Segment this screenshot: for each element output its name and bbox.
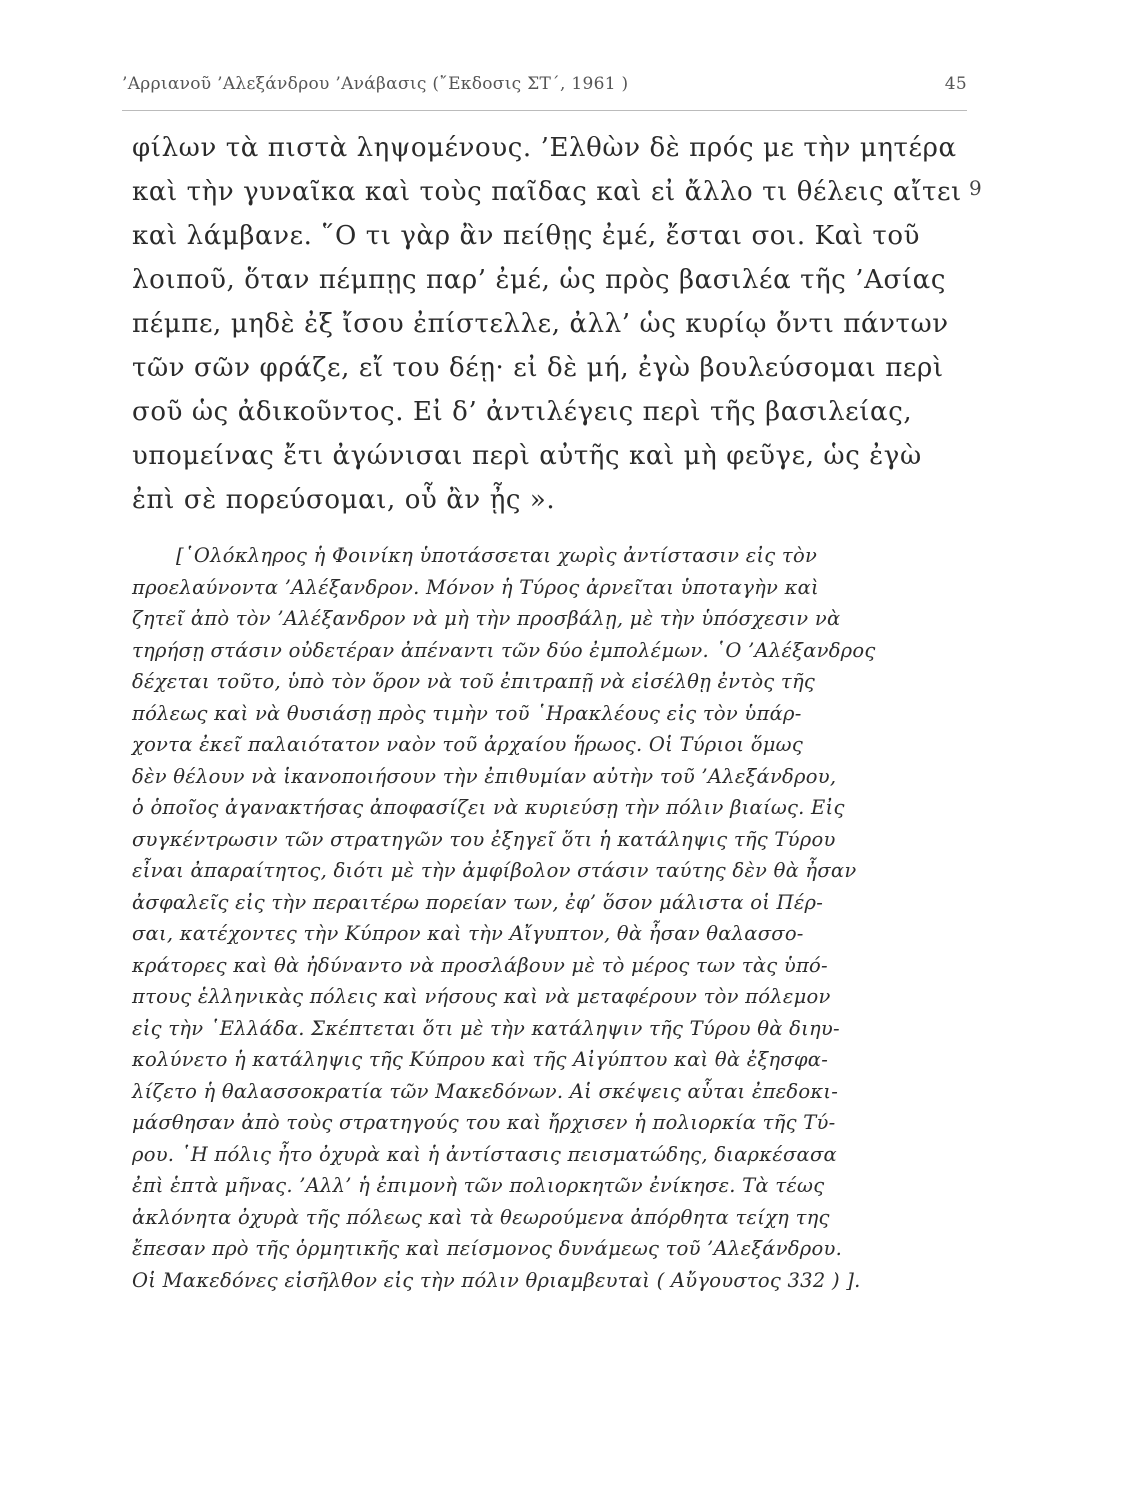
commentary-line: κολύνετο ἡ κατάληψις τῆς Κύπρου καὶ τῆς Αἰγύπτου καὶ θὰ ἐξησφα- [132, 1048, 829, 1071]
text-line: σοῦ ὡς ἀδικοῦντος. Εἰ δ’ ἀντιλέγεις περὶ τῆς βασιλείας, [132, 397, 913, 427]
commentary-line: τηρήσῃ στάσιν οὐδετέραν ἀπέναντι τῶν δύο ἐμπολέμων. ῾Ο ’Αλέξανδρος [132, 638, 876, 662]
commentary-line: ζητεῖ ἀπὸ τὸν ’Αλέξανδρον νὰ μὴ τὴν προσβάλῃ, μὲ τὴν ὑπόσχεσιν νὰ [132, 607, 841, 630]
commentary-line: ἀκλόνητα ὀχυρὰ τῆς πόλεως καὶ τὰ θεωρούμενα ἀπόρθητα τείχη της [132, 1205, 830, 1229]
commentary-line: κράτορες καὶ θὰ ἠδύναντο νὰ προσλάβουν μὲ τὸ μέρος των τὰς ὑπό- [132, 953, 828, 977]
running-header [122, 74, 967, 104]
commentary-line: εἶναι ἀπαραίτητος, διότι μὲ τὴν ἀμφίβολον στάσιν ταύτης δὲν θὰ ἦσαν [132, 859, 857, 882]
commentary-line: ἀσφαλεῖς εἰς τὴν περαιτέρω πορείαν των, ἐφ’ ὅσον μάλιστα οἱ Πέρ- [132, 890, 824, 914]
text-line: λοιποῦ, ὅταν πέμπῃς παρ’ ἐμέ, ὡς πρὸς βασιλέα τῆς ’Ασίας [132, 265, 946, 295]
text-line: καὶ λάμβανε. ῞Ο τι γὰρ ἂν πείθῃς ἐμέ, ἔσται σοι. Καὶ τοῦ [132, 221, 921, 251]
greek-text-block [132, 126, 962, 522]
text-line: φίλων τὰ πιστὰ ληψομένους. ’Ελθὼν δὲ πρός με τὴν μητέρα [132, 133, 957, 163]
commentary-line: χοντα ἐκεῖ παλαιότατον ναὸν τοῦ ἀρχαίου ἥρωος. Οἱ Τύριοι ὅμως [132, 733, 803, 756]
header-rule [122, 110, 967, 111]
commentary-block [132, 540, 962, 1296]
commentary-line: εἰς τὴν ῾Ελλάδα. Σκέπτεται ὅτι μὲ τὴν κατάληψιν τῆς Τύρου θὰ διηυ- [132, 1016, 840, 1040]
text-line: τῶν σῶν φράζε, εἴ του δέῃ· εἰ δὲ μή, ἐγὼ βουλεύσομαι περὶ [132, 353, 944, 383]
commentary-line: προελαύνοντα ’Αλέξανδρον. Μόνον ἡ Τύρος ἀρνεῖται ὑποταγὴν καὶ [132, 575, 819, 599]
commentary-line: πόλεως καὶ νὰ θυσιάσῃ πρὸς τιμὴν τοῦ ῾Ηρακλέους εἰς τὸν ὑπάρ- [132, 701, 802, 725]
commentary-line: συγκέντρωσιν τῶν στρατηγῶν του ἐξηγεῖ ὅτι ἡ κατάληψις τῆς Τύρου [132, 827, 836, 851]
commentary-line: ὁ ὁποῖος ἀγανακτήσας ἀποφασίζει νὰ κυριεύσῃ τὴν πόλιν βιαίως. Εἰς [132, 796, 845, 819]
text-line: ἐπὶ σὲ πορεύσομαι, οὗ ἂν ᾖς ». [132, 485, 556, 515]
text-line: πέμπε, μηδὲ ἐξ ἴσου ἐπίστελλε, ἀλλ’ ὡς κυρίῳ ὄντι πάντων [132, 309, 949, 339]
text-line: υπομείνας ἔτι ἀγώνισαι περὶ αὐτῆς καὶ μὴ φεῦγε, ὡς ἐγὼ [132, 441, 922, 471]
commentary-line: ἐπὶ ἑπτὰ μῆνας. ’Αλλ’ ἡ ἐπιμονὴ τῶν πολιορκητῶν ἐνίκησε. Τὰ τέως [132, 1174, 825, 1197]
commentary-line: λίζετο ἡ θαλασσοκρατία τῶν Μακεδόνων. Αἱ σκέψεις αὗται ἐπεδοκι- [132, 1079, 839, 1103]
section-number: 9 [969, 176, 982, 200]
commentary-line: σαι, κατέχοντες τὴν Κύπρον καὶ τὴν Αἴγυπτον, θὰ ἦσαν θαλασσο- [132, 922, 804, 945]
commentary-line: ἔπεσαν πρὸ τῆς ὁρμητικῆς καὶ πείσμονος δυνάμεως τοῦ ’Αλεξάνδρου. [132, 1237, 843, 1260]
commentary-line: μάσθησαν ἀπὸ τοὺς στρατηγούς του καὶ ἤρχισεν ἡ πολιορκία τῆς Τύ- [132, 1111, 836, 1134]
commentary-line: Οἱ Μακεδόνες εἰσῆλθον εἰς τὴν πόλιν θριαμβευταὶ ( Αὔγουστος 332 ) ]. [132, 1268, 861, 1292]
running-title: ’Αρριανοῦ ’Αλεξάνδρου ’Ανάβασις (῎Εκδοσις ΣΤ΄, 1961 ) [122, 74, 629, 94]
page-number: 45 [944, 74, 967, 94]
commentary-line: [῾Ολόκληρος ἡ Φοινίκη ὑποτάσσεται χωρὶς ἀντίστασιν εἰς τὸν [176, 544, 818, 567]
text-line: καὶ τὴν γυναῖκα καὶ τοὺς παῖδας καὶ εἰ ἄλλο τι θέλεις αἴτει [132, 177, 962, 207]
commentary-line: ρου. ῾Η πόλις ἦτο ὀχυρὰ καὶ ἡ ἀντίστασις πεισματώδης, διαρκέσασα [132, 1142, 837, 1166]
commentary-line: δὲν θέλουν νὰ ἱκανοποιήσουν τὴν ἐπιθυμίαν αὐτὴν τοῦ ’Αλεξάνδρου, [132, 764, 837, 788]
commentary-line: πτους ἑλληνικὰς πόλεις καὶ νήσους καὶ νὰ μεταφέρουν τὸν πόλεμον [132, 985, 831, 1008]
commentary-line: δέχεται τοῦτο, ὑπὸ τὸν ὅρον νὰ τοῦ ἐπιτραπῇ νὰ εἰσέλθῃ ἐντὸς τῆς [132, 670, 816, 693]
